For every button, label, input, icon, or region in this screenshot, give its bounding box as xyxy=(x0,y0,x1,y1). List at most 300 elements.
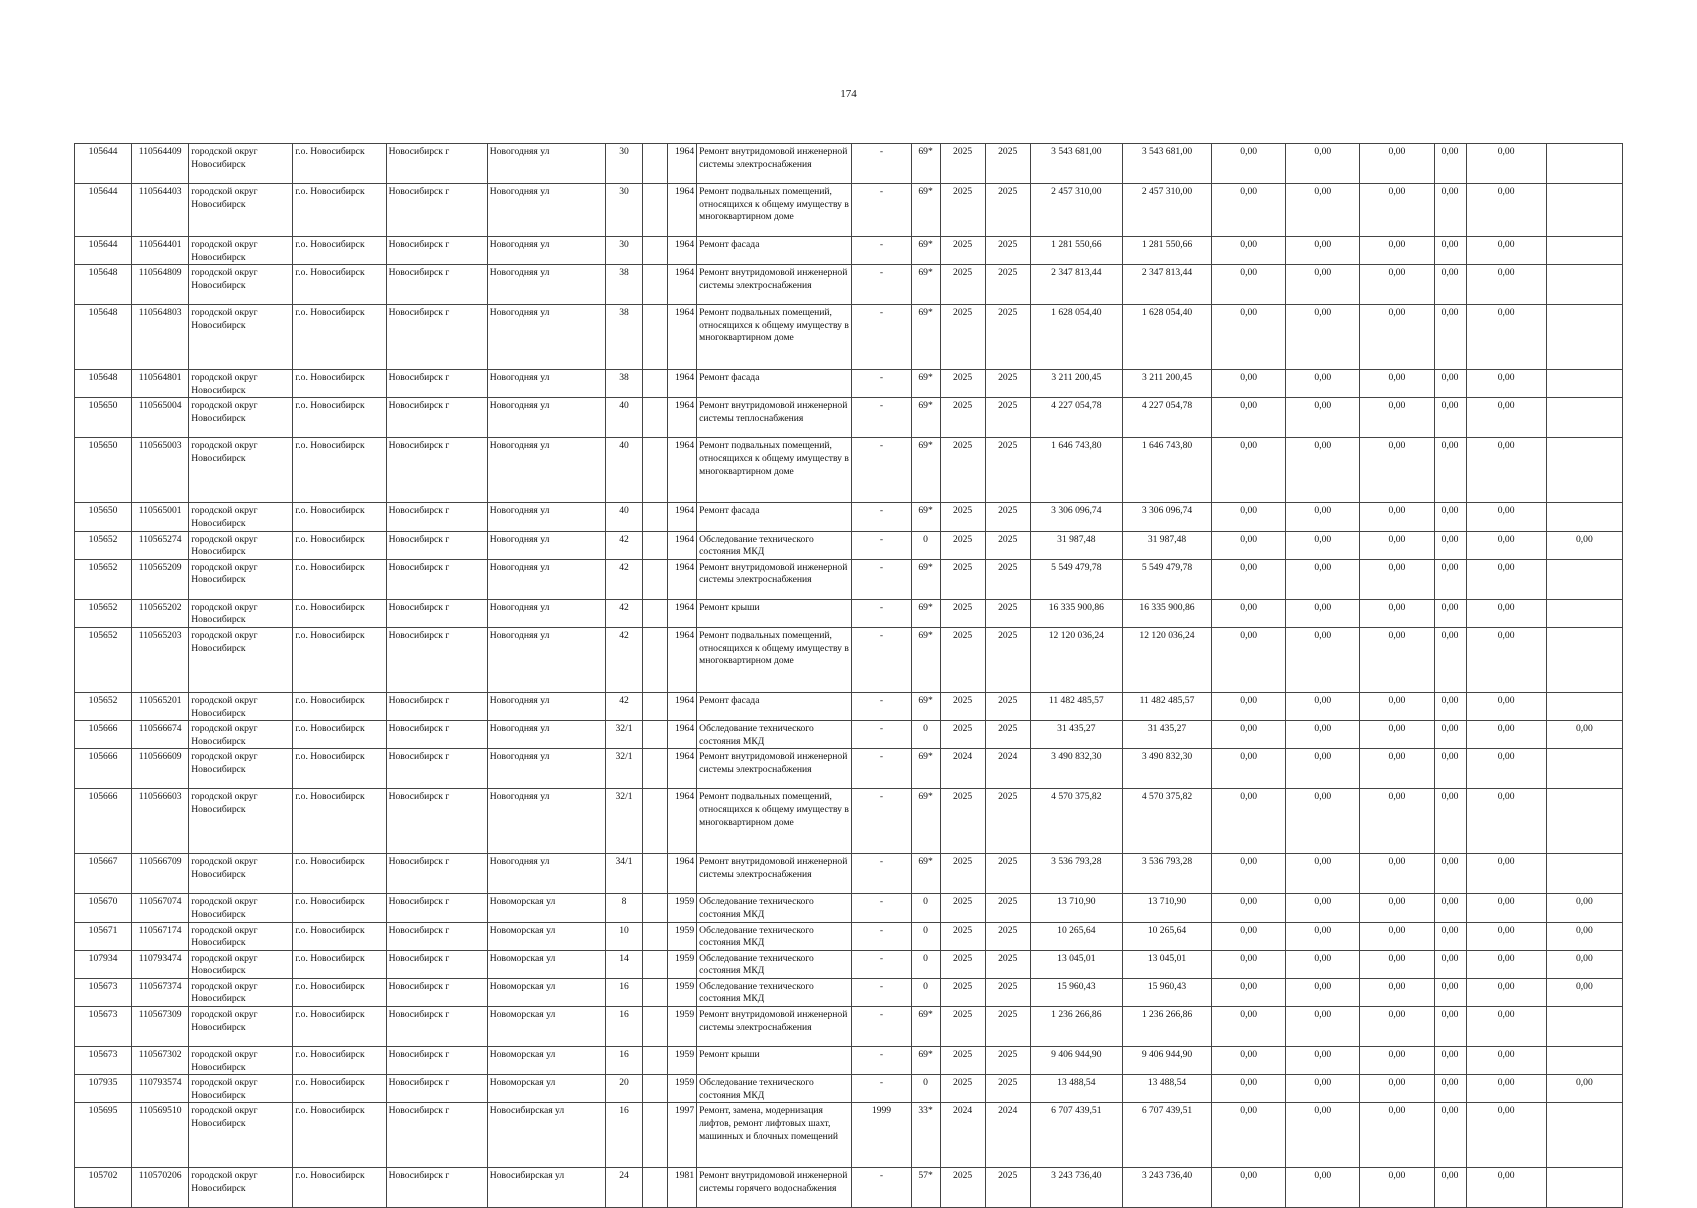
lift-year-cell: - xyxy=(852,1168,911,1208)
street-cell: Новогодняя ул xyxy=(487,237,605,265)
object-id-cell: 105652 xyxy=(75,599,132,627)
wear-cell: 69* xyxy=(911,854,940,894)
table-row xyxy=(75,749,1623,789)
house-number-cell: 16 xyxy=(605,1047,642,1075)
start-year-cell: 2025 xyxy=(940,531,985,559)
work-code-cell: 110570206 xyxy=(132,1168,189,1208)
budget-3-cell: 0,00 xyxy=(1360,789,1434,854)
budget-3-cell: 0,00 xyxy=(1360,531,1434,559)
start-year-cell: 2025 xyxy=(940,398,985,438)
table-row xyxy=(75,1168,1623,1208)
lift-year-cell: - xyxy=(852,721,911,749)
budget-5-cell: 0,00 xyxy=(1466,438,1546,503)
start-year-cell: 2025 xyxy=(940,950,985,978)
budget-4-cell: 0,00 xyxy=(1434,438,1466,503)
wear-cell: 69* xyxy=(911,789,940,854)
start-year-cell: 2025 xyxy=(940,1168,985,1208)
budget-2-cell: 0,00 xyxy=(1286,749,1360,789)
start-year-cell: 2025 xyxy=(940,978,985,1006)
wear-cell: 0 xyxy=(911,1075,940,1103)
table-row xyxy=(75,144,1623,184)
district-cell: городской округ Новосибирск xyxy=(189,398,293,438)
district-cell: городской округ Новосибирск xyxy=(189,789,293,854)
budget-4-cell: 0,00 xyxy=(1434,1103,1466,1168)
district-cell: городской округ Новосибирск xyxy=(189,599,293,627)
wear-cell: 57* xyxy=(911,1168,940,1208)
table-row xyxy=(75,894,1623,922)
district-cell: городской округ Новосибирск xyxy=(189,1007,293,1047)
budget-1-cell: 0,00 xyxy=(1212,1103,1286,1168)
total-cost-cell: 1 628 054,40 xyxy=(1030,305,1122,370)
work-code-cell: 110565004 xyxy=(132,398,189,438)
city-cell: Новосибирск г xyxy=(386,950,487,978)
budget-5-cell: 0,00 xyxy=(1466,1103,1546,1168)
work-type-cell: Ремонт подвальных помещений, относящихся к общему имуществу в многоквартирном доме xyxy=(697,627,852,692)
budget-5-cell: 0,00 xyxy=(1466,1075,1546,1103)
budget-2-cell: 0,00 xyxy=(1286,894,1360,922)
object-id-cell: 105650 xyxy=(75,398,132,438)
budget-4-cell: 0,00 xyxy=(1434,1075,1466,1103)
budget-1-cell: 0,00 xyxy=(1212,692,1286,720)
house-number-cell: 10 xyxy=(605,922,642,950)
end-year-cell: 2025 xyxy=(985,978,1030,1006)
lift-year-cell: - xyxy=(852,305,911,370)
budget-3-cell: 0,00 xyxy=(1360,721,1434,749)
district-cell: городской округ Новосибирск xyxy=(189,922,293,950)
budget-2-cell: 0,00 xyxy=(1286,305,1360,370)
lift-year-cell: - xyxy=(852,627,911,692)
wear-cell: 69* xyxy=(911,599,940,627)
start-year-cell: 2025 xyxy=(940,1075,985,1103)
blank-cell xyxy=(643,398,668,438)
start-year-cell: 2025 xyxy=(940,721,985,749)
build-year-cell: 1964 xyxy=(668,789,697,854)
work-code-cell: 110565201 xyxy=(132,692,189,720)
object-id-cell: 105650 xyxy=(75,503,132,531)
street-cell: Новогодняя ул xyxy=(487,438,605,503)
city-cell: Новосибирск г xyxy=(386,721,487,749)
budget-3-cell: 0,00 xyxy=(1360,692,1434,720)
budget-2-cell: 0,00 xyxy=(1286,599,1360,627)
work-code-cell: 110564801 xyxy=(132,370,189,398)
budget-6-cell xyxy=(1546,1007,1622,1047)
budget-5-cell: 0,00 xyxy=(1466,894,1546,922)
budget-6-cell xyxy=(1546,265,1622,305)
house-number-cell: 20 xyxy=(605,1075,642,1103)
budget-2-cell: 0,00 xyxy=(1286,370,1360,398)
budget-1-cell: 0,00 xyxy=(1212,531,1286,559)
city-cell: Новосибирск г xyxy=(386,184,487,237)
district-cell: городской округ Новосибирск xyxy=(189,1168,293,1208)
budget-1-cell: 0,00 xyxy=(1212,144,1286,184)
budget-4-cell: 0,00 xyxy=(1434,531,1466,559)
district-cell: городской округ Новосибирск xyxy=(189,370,293,398)
end-year-cell: 2025 xyxy=(985,1075,1030,1103)
budget-6-cell xyxy=(1546,305,1622,370)
district-cell: городской округ Новосибирск xyxy=(189,749,293,789)
start-year-cell: 2025 xyxy=(940,438,985,503)
table-row xyxy=(75,854,1623,894)
work-code-cell: 110564409 xyxy=(132,144,189,184)
municipality-cell: г.о. Новосибирск xyxy=(293,184,386,237)
object-id-cell: 105644 xyxy=(75,184,132,237)
budget-4-cell: 0,00 xyxy=(1434,627,1466,692)
district-cell: городской округ Новосибирск xyxy=(189,854,293,894)
build-year-cell: 1964 xyxy=(668,398,697,438)
district-cell: городской округ Новосибирск xyxy=(189,1075,293,1103)
city-cell: Новосибирск г xyxy=(386,627,487,692)
fund-cost-cell: 16 335 900,86 xyxy=(1122,599,1211,627)
district-cell: городской округ Новосибирск xyxy=(189,237,293,265)
district-cell: городской округ Новосибирск xyxy=(189,978,293,1006)
lift-year-cell: - xyxy=(852,559,911,599)
work-code-cell: 110793474 xyxy=(132,950,189,978)
budget-3-cell: 0,00 xyxy=(1360,1103,1434,1168)
object-id-cell: 105673 xyxy=(75,1007,132,1047)
work-type-cell: Ремонт внутридомовой инженерной системы электроснабжения xyxy=(697,749,852,789)
lift-year-cell: - xyxy=(852,237,911,265)
street-cell: Новоморская ул xyxy=(487,1047,605,1075)
budget-1-cell: 0,00 xyxy=(1212,749,1286,789)
work-type-cell: Ремонт внутридомовой инженерной системы электроснабжения xyxy=(697,265,852,305)
work-code-cell: 110565209 xyxy=(132,559,189,599)
work-type-cell: Ремонт внутридомовой инженерной системы электроснабжения xyxy=(697,559,852,599)
budget-1-cell: 0,00 xyxy=(1212,978,1286,1006)
build-year-cell: 1964 xyxy=(668,721,697,749)
street-cell: Новогодняя ул xyxy=(487,559,605,599)
street-cell: Новоморская ул xyxy=(487,950,605,978)
municipality-cell: г.о. Новосибирск xyxy=(293,237,386,265)
work-type-cell: Обследование технического состояния МКД xyxy=(697,894,852,922)
municipality-cell: г.о. Новосибирск xyxy=(293,370,386,398)
build-year-cell: 1959 xyxy=(668,1075,697,1103)
house-number-cell: 30 xyxy=(605,144,642,184)
budget-2-cell: 0,00 xyxy=(1286,692,1360,720)
blank-cell xyxy=(643,950,668,978)
lift-year-cell: - xyxy=(852,503,911,531)
work-code-cell: 110565001 xyxy=(132,503,189,531)
table-row xyxy=(75,1047,1623,1075)
city-cell: Новосибирск г xyxy=(386,438,487,503)
build-year-cell: 1959 xyxy=(668,1007,697,1047)
budget-3-cell: 0,00 xyxy=(1360,398,1434,438)
budget-4-cell: 0,00 xyxy=(1434,1007,1466,1047)
fund-cost-cell: 5 549 479,78 xyxy=(1122,559,1211,599)
district-cell: городской округ Новосибирск xyxy=(189,531,293,559)
house-number-cell: 32/1 xyxy=(605,749,642,789)
work-type-cell: Ремонт внутридомовой инженерной системы электроснабжения xyxy=(697,1007,852,1047)
budget-1-cell: 0,00 xyxy=(1212,237,1286,265)
budget-3-cell: 0,00 xyxy=(1360,1047,1434,1075)
build-year-cell: 1997 xyxy=(668,1103,697,1168)
total-cost-cell: 5 549 479,78 xyxy=(1030,559,1122,599)
object-id-cell: 105652 xyxy=(75,692,132,720)
end-year-cell: 2025 xyxy=(985,789,1030,854)
municipality-cell: г.о. Новосибирск xyxy=(293,305,386,370)
budget-6-cell xyxy=(1546,503,1622,531)
budget-5-cell: 0,00 xyxy=(1466,1047,1546,1075)
fund-cost-cell: 3 490 832,30 xyxy=(1122,749,1211,789)
start-year-cell: 2025 xyxy=(940,559,985,599)
city-cell: Новосибирск г xyxy=(386,854,487,894)
budget-5-cell: 0,00 xyxy=(1466,559,1546,599)
budget-3-cell: 0,00 xyxy=(1360,894,1434,922)
fund-cost-cell: 3 243 736,40 xyxy=(1122,1168,1211,1208)
blank-cell xyxy=(643,1047,668,1075)
end-year-cell: 2025 xyxy=(985,237,1030,265)
total-cost-cell: 2 457 310,00 xyxy=(1030,184,1122,237)
table-row xyxy=(75,721,1623,749)
lift-year-cell: - xyxy=(852,438,911,503)
work-type-cell: Ремонт подвальных помещений, относящихся к общему имуществу в многоквартирном доме xyxy=(697,438,852,503)
budget-6-cell xyxy=(1546,749,1622,789)
street-cell: Новогодняя ул xyxy=(487,692,605,720)
object-id-cell: 107934 xyxy=(75,950,132,978)
budget-6-cell xyxy=(1546,144,1622,184)
budget-1-cell: 0,00 xyxy=(1212,1007,1286,1047)
budget-5-cell: 0,00 xyxy=(1466,184,1546,237)
total-cost-cell: 4 227 054,78 xyxy=(1030,398,1122,438)
start-year-cell: 2025 xyxy=(940,922,985,950)
city-cell: Новосибирск г xyxy=(386,1047,487,1075)
start-year-cell: 2025 xyxy=(940,144,985,184)
total-cost-cell: 3 306 096,74 xyxy=(1030,503,1122,531)
street-cell: Новогодняя ул xyxy=(487,721,605,749)
work-type-cell: Обследование технического состояния МКД xyxy=(697,1075,852,1103)
blank-cell xyxy=(643,922,668,950)
budget-1-cell: 0,00 xyxy=(1212,627,1286,692)
table-row xyxy=(75,1075,1623,1103)
district-cell: городской округ Новосибирск xyxy=(189,692,293,720)
street-cell: Новогодняя ул xyxy=(487,503,605,531)
total-cost-cell: 9 406 944,90 xyxy=(1030,1047,1122,1075)
start-year-cell: 2024 xyxy=(940,1103,985,1168)
blank-cell xyxy=(643,1103,668,1168)
budget-6-cell xyxy=(1546,599,1622,627)
object-id-cell: 105648 xyxy=(75,305,132,370)
house-number-cell: 40 xyxy=(605,398,642,438)
end-year-cell: 2025 xyxy=(985,305,1030,370)
budget-3-cell: 0,00 xyxy=(1360,922,1434,950)
wear-cell: 69* xyxy=(911,370,940,398)
work-type-cell: Ремонт подвальных помещений, относящихся к общему имуществу в многоквартирном доме xyxy=(697,184,852,237)
build-year-cell: 1964 xyxy=(668,265,697,305)
budget-5-cell: 0,00 xyxy=(1466,237,1546,265)
table-row xyxy=(75,1103,1623,1168)
budget-5-cell: 0,00 xyxy=(1466,950,1546,978)
object-id-cell: 105652 xyxy=(75,627,132,692)
total-cost-cell: 1 646 743,80 xyxy=(1030,438,1122,503)
budget-2-cell: 0,00 xyxy=(1286,627,1360,692)
build-year-cell: 1959 xyxy=(668,922,697,950)
fund-cost-cell: 1 281 550,66 xyxy=(1122,237,1211,265)
work-type-cell: Ремонт крыши xyxy=(697,1047,852,1075)
blank-cell xyxy=(643,894,668,922)
municipality-cell: г.о. Новосибирск xyxy=(293,749,386,789)
work-code-cell: 110564403 xyxy=(132,184,189,237)
house-number-cell: 42 xyxy=(605,531,642,559)
table-row xyxy=(75,599,1623,627)
budget-1-cell: 0,00 xyxy=(1212,854,1286,894)
budget-6-cell xyxy=(1546,438,1622,503)
total-cost-cell: 13 488,54 xyxy=(1030,1075,1122,1103)
blank-cell xyxy=(643,978,668,1006)
city-cell: Новосибирск г xyxy=(386,749,487,789)
end-year-cell: 2025 xyxy=(985,1007,1030,1047)
municipality-cell: г.о. Новосибирск xyxy=(293,1047,386,1075)
wear-cell: 69* xyxy=(911,627,940,692)
street-cell: Новогодняя ул xyxy=(487,627,605,692)
lift-year-cell: - xyxy=(852,144,911,184)
house-number-cell: 16 xyxy=(605,1007,642,1047)
city-cell: Новосибирск г xyxy=(386,305,487,370)
total-cost-cell: 3 490 832,30 xyxy=(1030,749,1122,789)
work-type-cell: Ремонт внутридомовой инженерной системы электроснабжения xyxy=(697,144,852,184)
budget-5-cell: 0,00 xyxy=(1466,922,1546,950)
budget-3-cell: 0,00 xyxy=(1360,265,1434,305)
work-type-cell: Обследование технического состояния МКД xyxy=(697,922,852,950)
work-code-cell: 110567302 xyxy=(132,1047,189,1075)
budget-6-cell xyxy=(1546,237,1622,265)
street-cell: Новогодняя ул xyxy=(487,305,605,370)
budget-2-cell: 0,00 xyxy=(1286,144,1360,184)
work-code-cell: 110793574 xyxy=(132,1075,189,1103)
build-year-cell: 1959 xyxy=(668,894,697,922)
start-year-cell: 2025 xyxy=(940,370,985,398)
end-year-cell: 2025 xyxy=(985,1047,1030,1075)
city-cell: Новосибирск г xyxy=(386,503,487,531)
fund-cost-cell: 31 435,27 xyxy=(1122,721,1211,749)
budget-6-cell xyxy=(1546,1047,1622,1075)
lift-year-cell: - xyxy=(852,1047,911,1075)
build-year-cell: 1964 xyxy=(668,237,697,265)
budget-6-cell xyxy=(1546,1168,1622,1208)
table-row xyxy=(75,692,1623,720)
end-year-cell: 2025 xyxy=(985,559,1030,599)
start-year-cell: 2025 xyxy=(940,305,985,370)
wear-cell: 69* xyxy=(911,1007,940,1047)
city-cell: Новосибирск г xyxy=(386,370,487,398)
start-year-cell: 2025 xyxy=(940,894,985,922)
table-row xyxy=(75,922,1623,950)
district-cell: городской округ Новосибирск xyxy=(189,265,293,305)
repair-register-table xyxy=(74,143,1623,1208)
fund-cost-cell: 13 045,01 xyxy=(1122,950,1211,978)
table-row xyxy=(75,184,1623,237)
house-number-cell: 42 xyxy=(605,692,642,720)
wear-cell: 33* xyxy=(911,1103,940,1168)
object-id-cell: 105644 xyxy=(75,237,132,265)
budget-4-cell: 0,00 xyxy=(1434,1047,1466,1075)
budget-2-cell: 0,00 xyxy=(1286,721,1360,749)
budget-4-cell: 0,00 xyxy=(1434,692,1466,720)
work-code-cell: 110566674 xyxy=(132,721,189,749)
table-row xyxy=(75,237,1623,265)
house-number-cell: 16 xyxy=(605,1103,642,1168)
object-id-cell: 105695 xyxy=(75,1103,132,1168)
budget-2-cell: 0,00 xyxy=(1286,265,1360,305)
city-cell: Новосибирск г xyxy=(386,1007,487,1047)
object-id-cell: 105666 xyxy=(75,789,132,854)
street-cell: Новоморская ул xyxy=(487,1075,605,1103)
total-cost-cell: 12 120 036,24 xyxy=(1030,627,1122,692)
lift-year-cell: - xyxy=(852,978,911,1006)
fund-cost-cell: 3 536 793,28 xyxy=(1122,854,1211,894)
district-cell: городской округ Новосибирск xyxy=(189,559,293,599)
build-year-cell: 1959 xyxy=(668,1047,697,1075)
city-cell: Новосибирск г xyxy=(386,1103,487,1168)
budget-6-cell: 0,00 xyxy=(1546,894,1622,922)
street-cell: Новоморская ул xyxy=(487,922,605,950)
district-cell: городской округ Новосибирск xyxy=(189,1047,293,1075)
budget-2-cell: 0,00 xyxy=(1286,978,1360,1006)
table-row xyxy=(75,265,1623,305)
budget-2-cell: 0,00 xyxy=(1286,922,1360,950)
lift-year-cell: - xyxy=(852,922,911,950)
end-year-cell: 2025 xyxy=(985,438,1030,503)
lift-year-cell: - xyxy=(852,692,911,720)
budget-5-cell: 0,00 xyxy=(1466,599,1546,627)
blank-cell xyxy=(643,370,668,398)
blank-cell xyxy=(643,721,668,749)
house-number-cell: 42 xyxy=(605,627,642,692)
lift-year-cell: - xyxy=(852,1075,911,1103)
city-cell: Новосибирск г xyxy=(386,599,487,627)
budget-1-cell: 0,00 xyxy=(1212,503,1286,531)
work-code-cell: 110567174 xyxy=(132,922,189,950)
total-cost-cell: 1 281 550,66 xyxy=(1030,237,1122,265)
work-type-cell: Ремонт внутридомовой инженерной системы горячего водоснабжения xyxy=(697,1168,852,1208)
street-cell: Новогодняя ул xyxy=(487,789,605,854)
budget-6-cell xyxy=(1546,692,1622,720)
district-cell: городской округ Новосибирск xyxy=(189,721,293,749)
fund-cost-cell: 4 570 375,82 xyxy=(1122,789,1211,854)
total-cost-cell: 3 543 681,00 xyxy=(1030,144,1122,184)
budget-6-cell: 0,00 xyxy=(1546,922,1622,950)
budget-2-cell: 0,00 xyxy=(1286,559,1360,599)
end-year-cell: 2025 xyxy=(985,144,1030,184)
wear-cell: 69* xyxy=(911,305,940,370)
table-row xyxy=(75,978,1623,1006)
street-cell: Новоморская ул xyxy=(487,894,605,922)
budget-3-cell: 0,00 xyxy=(1360,305,1434,370)
end-year-cell: 2025 xyxy=(985,922,1030,950)
table-row xyxy=(75,789,1623,854)
budget-1-cell: 0,00 xyxy=(1212,1075,1286,1103)
house-number-cell: 8 xyxy=(605,894,642,922)
start-year-cell: 2025 xyxy=(940,789,985,854)
city-cell: Новосибирск г xyxy=(386,978,487,1006)
lift-year-cell: - xyxy=(852,789,911,854)
end-year-cell: 2025 xyxy=(985,894,1030,922)
work-code-cell: 110565203 xyxy=(132,627,189,692)
budget-4-cell: 0,00 xyxy=(1434,144,1466,184)
house-number-cell: 42 xyxy=(605,559,642,599)
blank-cell xyxy=(643,1168,668,1208)
municipality-cell: г.о. Новосибирск xyxy=(293,1103,386,1168)
object-id-cell: 105670 xyxy=(75,894,132,922)
start-year-cell: 2025 xyxy=(940,627,985,692)
start-year-cell: 2025 xyxy=(940,184,985,237)
house-number-cell: 14 xyxy=(605,950,642,978)
city-cell: Новосибирск г xyxy=(386,922,487,950)
wear-cell: 69* xyxy=(911,1047,940,1075)
build-year-cell: 1964 xyxy=(668,559,697,599)
end-year-cell: 2025 xyxy=(985,503,1030,531)
end-year-cell: 2025 xyxy=(985,950,1030,978)
lift-year-cell: - xyxy=(852,749,911,789)
total-cost-cell: 13 710,90 xyxy=(1030,894,1122,922)
